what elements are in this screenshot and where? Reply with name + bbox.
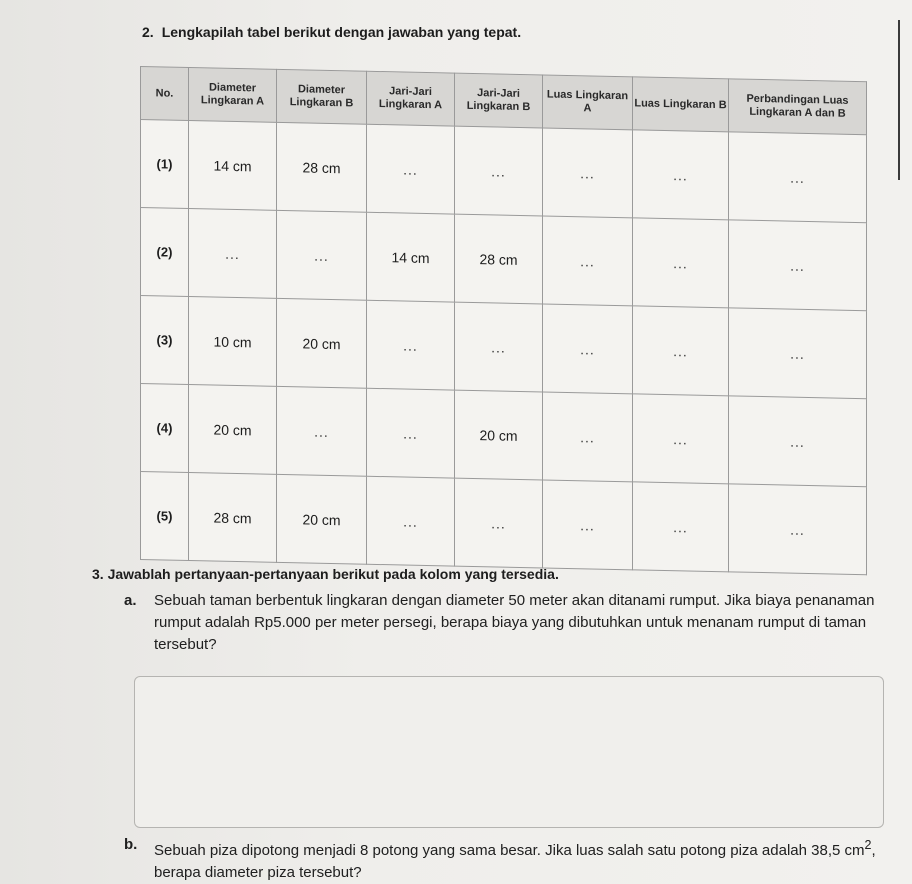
header-diameter-a: Diameter Lingkaran A [189,68,277,123]
section-2-heading [142,24,521,40]
cell-area-a[interactable]: ... [543,216,633,306]
row-number: (2) [141,208,189,297]
cell-radius-a[interactable]: ... [367,476,455,566]
cell-radius-a[interactable]: ... [367,124,455,214]
header-area-a: Luas Lingkaran A [543,75,633,130]
cell-area-a[interactable]: ... [543,304,633,394]
cell-radius-b[interactable]: ... [455,302,543,392]
header-radius-a: Jari-Jari Lingkaran A [367,71,455,126]
cell-diameter-a[interactable]: ... [189,209,277,299]
row-number: (4) [141,384,189,473]
section-2-title: Lengkapilah tabel berikut dengan jawaban yang tepat. [161,24,522,40]
cell-radius-b: 28 cm [455,214,543,304]
row-number: (1) [141,120,189,209]
cell-area-ratio[interactable]: ... [729,308,867,399]
table-row [141,120,867,223]
header-diameter-b: Diameter Lingkaran B [277,69,367,124]
cell-diameter-a: 14 cm [189,121,277,211]
question-b-text-after: , berapa diameter piza tersebut? [154,842,876,881]
question-a-text: Sebuah taman berbentuk lingkaran dengan diameter 50 meter akan ditanami rumput. Jika biaya penanaman rumput adalah Rp5.000 per meter persegi, berapa biaya yang dibutuhkan untuk menanam rumput di taman tersebut? [154,592,875,653]
cell-diameter-a: 20 cm [189,385,277,475]
question-b-superscript: 2 [864,838,872,852]
row-number: (3) [141,296,189,385]
header-area-b: Luas Lingkaran B [633,77,729,132]
cell-area-a[interactable]: ... [543,480,633,570]
cell-area-ratio[interactable]: ... [729,220,867,311]
section-3-heading [92,566,892,582]
cell-radius-a: 14 cm [367,212,455,302]
header-radius-b: Jari-Jari Lingkaran B [455,73,543,128]
question-a [124,590,884,656]
cell-radius-b[interactable]: ... [455,478,543,568]
question-b-label: b. [124,836,138,853]
cell-diameter-b: 28 cm [277,122,367,212]
answer-box-a[interactable] [134,676,884,828]
cell-area-b[interactable]: ... [633,218,729,308]
cell-diameter-a: 10 cm [189,297,277,387]
header-no: No. [141,67,189,121]
cell-radius-b: 20 cm [455,390,543,480]
circle-comparison-table [140,66,867,575]
section-3-number: 3. [92,566,104,582]
cell-area-b[interactable]: ... [633,130,729,220]
row-number: (5) [141,472,189,561]
page-edge-line [898,20,900,180]
cell-diameter-b: 20 cm [277,474,367,564]
question-b-text-before: Sebuah piza dipotong menjadi 8 potong yang sama besar. Jika luas salah satu potong piza adalah 38,5 cm [154,842,865,859]
question-b-text [154,834,884,884]
header-area-ratio: Perbandingan Luas Lingkaran A dan B [729,79,867,135]
section-3-title: Jawablah pertanyaan-pertanyaan berikut pada kolom yang tersedia. [107,566,559,582]
cell-area-ratio[interactable]: ... [729,132,867,223]
section-2-number: 2. [142,24,154,40]
cell-diameter-b[interactable]: ... [277,386,367,476]
cell-area-a[interactable]: ... [543,128,633,218]
cell-radius-a[interactable]: ... [367,388,455,478]
cell-area-b[interactable]: ... [633,394,729,484]
cell-area-ratio[interactable]: ... [729,396,867,487]
cell-radius-a[interactable]: ... [367,300,455,390]
table-row [141,472,867,575]
cell-area-b[interactable]: ... [633,306,729,396]
cell-diameter-b[interactable]: ... [277,210,367,300]
table-row [141,208,867,311]
cell-area-b[interactable]: ... [633,482,729,572]
question-a-label: a. [124,592,137,609]
cell-area-ratio[interactable]: ... [729,484,867,575]
cell-diameter-b: 20 cm [277,298,367,388]
cell-area-a[interactable]: ... [543,392,633,482]
table-row [141,384,867,487]
cell-diameter-a: 28 cm [189,473,277,563]
cell-radius-b[interactable]: ... [455,126,543,216]
question-b [124,834,884,884]
table-row [141,296,867,399]
